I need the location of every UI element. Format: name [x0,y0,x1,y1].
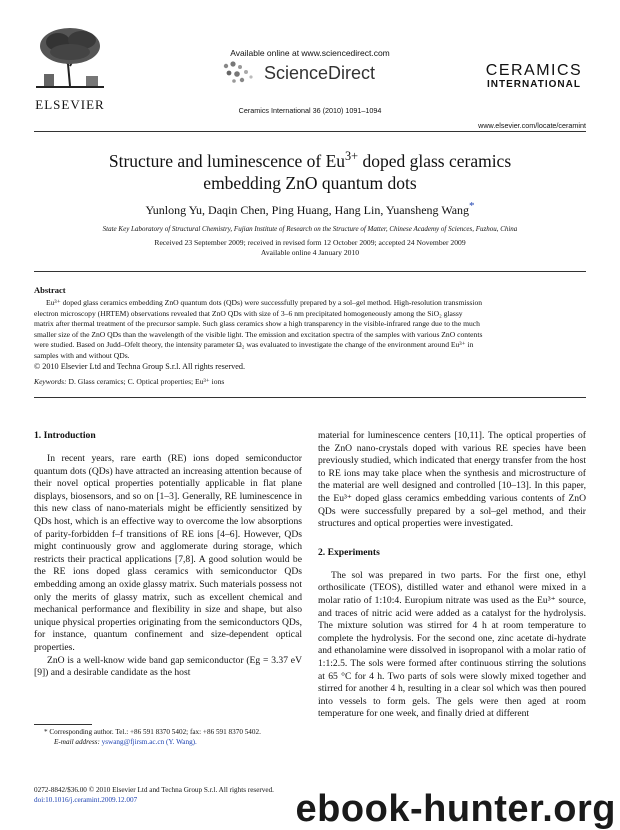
email-link[interactable]: yswang@fjirsm.ac.cn (Y. Wang). [99,737,197,746]
intro-paragraph-1: In recent years, rare earth (RE) ions doped semiconductor quantum dots (QDs) have attracted an increasing attention because of their novel optical properties potentially applicable in flat plane displays, biosensors, and so on [1–3]. Generally, RE luminescence in this new class of nano-materials might be efficiently sensitized by QDs host, which is an effective way to overcome the low absorptions of parity-forbidden f–f transitions of RE ions [4–6]. However, QDs might continuously grow and agglomerate during storage, which restricts their practical applications [7,8]. A good solution would be the RE ions doped glass ceramics with semiconductor QDs embedding among an oxide glassy matrix. Such materials possess not only the merits of glassy matrix, such as excellent chemical and mechanical performance and flexibility in size and shape, but also unique physical properties originating from the semiconductors QDs, for instance, quantum confinement and size-dependent optical properties. [34,453,302,653]
available-online-text: Available online at www.sciencedirect.com [230,48,390,58]
copyright: © 2010 Elsevier Ltd and Techna Group S.r.l. All rights reserved. [34,361,246,371]
left-column [34,430,302,680]
abstract-line: were studied. Based on Judd–Ofelt theory, the intensity parameter Ω₂ was evaluated to investigate the change of the environment around Eu³⁺ in [34,340,474,350]
watermark: ebook-hunter.org [295,788,616,830]
elsevier-tree-icon [34,26,106,90]
abstract-line: smaller size of the ZnO QDs than the wavelength of the visible light. The emission and excitation spectra of the samples with various ZnO contents [34,329,483,339]
issn-line: 0272-8842/$36.00 © 2010 Elsevier Ltd and Techna Group S.r.l. All rights reserved. [34,786,274,794]
title-line1-post: doped glass ceramics [358,151,512,171]
corresponding-author-mark[interactable]: * [469,200,475,212]
authors [34,200,586,218]
affiliation: State Key Laboratory of Structural Chemistry, Fujian Institute of Research on the Structure of Matter, Chinese Academy of Sciences, Fuzhou, China [102,225,518,233]
footnote-rule [34,724,92,725]
abstract-line: samples with and without QDs. [34,350,130,360]
right-column [318,430,586,721]
sciencedirect-logo[interactable] [220,60,410,86]
elsevier-wordmark: ELSEVIER [35,97,105,112]
abstract-line: electron microscopy (HRTEM) observations revealed that ZnO QDs with size of 3–6 nm precipitated homogeneously among the SiO₂ glassy [34,308,463,318]
keywords-label: Keywords: [34,377,67,386]
doi-link[interactable]: doi:10.1016/j.ceramint.2009.12.007 [34,796,138,804]
section-introduction-heading: 1. Introduction [34,430,96,441]
journal-logo-line2: INTERNATIONAL [487,79,581,90]
journal-logo[interactable] [478,62,590,91]
intro-paragraph-2: ZnO is a well-know wide band gap semiconductor (Eg = 3.37 eV [9]) and a desirable candidate as the host [34,654,302,679]
article-title [34,150,586,194]
journal-logo-line1: CERAMICS [485,62,583,79]
sciencedirect-wordmark: ScienceDirect [264,63,376,83]
keywords-list: D. Glass ceramics; C. Optical properties; Eu³⁺ ions [66,377,225,386]
received-dates: Received 23 September 2009; received in revised form 12 October 2009; accepted 24 November 2009 [154,238,466,247]
author-list: Yunlong Yu, Daqin Chen, Ping Huang, Hang Lin, Yuansheng Wang [145,203,470,217]
section-experiments-heading: 2. Experiments [318,546,380,558]
abstract-body [34,298,586,372]
elsevier-logo[interactable] [34,26,106,112]
keywords [34,377,224,386]
footnote [34,728,334,747]
abstract-bottom-rule [34,397,586,398]
journal-citation: Ceramics International 36 (2010) 1091–1094 [238,106,382,115]
title-sup: 3+ [345,149,359,164]
journal-url[interactable]: www.elsevier.com/locate/ceramint [478,121,586,130]
corresponding-author-footnote: * Corresponding author. Tel.: +86 591 8370 5402; fax: +86 591 8370 5402. [44,728,261,736]
title-line1-pre: Structure and luminescence of Eu [108,151,346,171]
header-rule [34,131,586,132]
sciencedirect-dots-icon [220,60,262,84]
available-online-date: Available online 4 January 2010 [260,248,360,257]
title-line2: embedding ZnO quantum dots [203,173,417,193]
abstract-heading: Abstract [34,285,66,295]
abstract-line: Eu³⁺ doped glass ceramics embedding ZnO quantum dots (QDs) were successfully prepared by a sol–gel method. High-resolution transmission [46,298,483,307]
experiments-paragraph-1: The sol was prepared in two parts. For the first one, ethyl orthosilicate (TEOS), distilled water and ethanol were mixed in a molar ratio of 1:10:4. Europium nitrate was used as the Eu³⁺ source, and traces of nitric acid were added as a catalyst for the hydrolysis. The mixture solution was stirred for 4 h at room temperature to complete the hydrolysis. For the second one, zinc acetate di-hydrate and ethanolamine were dissolved in isopropanol with a molar ratio of 1:1:2.5. The sols were formed after continuous stirring the solutions at 65 °C for 4 h. Two parts of sols were slowly mixed together and stirred for another 4 h, resulting in a clear sol which was then poured into vessels to form gels. The gels were then aged at room temperature for one week, and finally dried at different [318,569,586,720]
abstract-top-rule [34,271,586,272]
email-label: E-mail address: [54,737,100,746]
intro-paragraph-3: material for luminescence centers [10,11]. The optical properties of the ZnO nano-crystals doped with various RE species have been previously studied, which indicated that energy transfer from the host to RE ions may take place when the synthesis and microstructure of the material are well designed and controlled [10–13]. In this paper, the Eu³⁺ doped glass ceramics embedding various contents of ZnO QDs were successfully prepared by a sol–gel method, and their structures and optical properties were investigated. [318,430,586,530]
abstract-line: matrix after thermal treatment of the precursor sample. Such glass ceramics show a high transparency in the visible-infrared range due to the much [34,319,480,329]
